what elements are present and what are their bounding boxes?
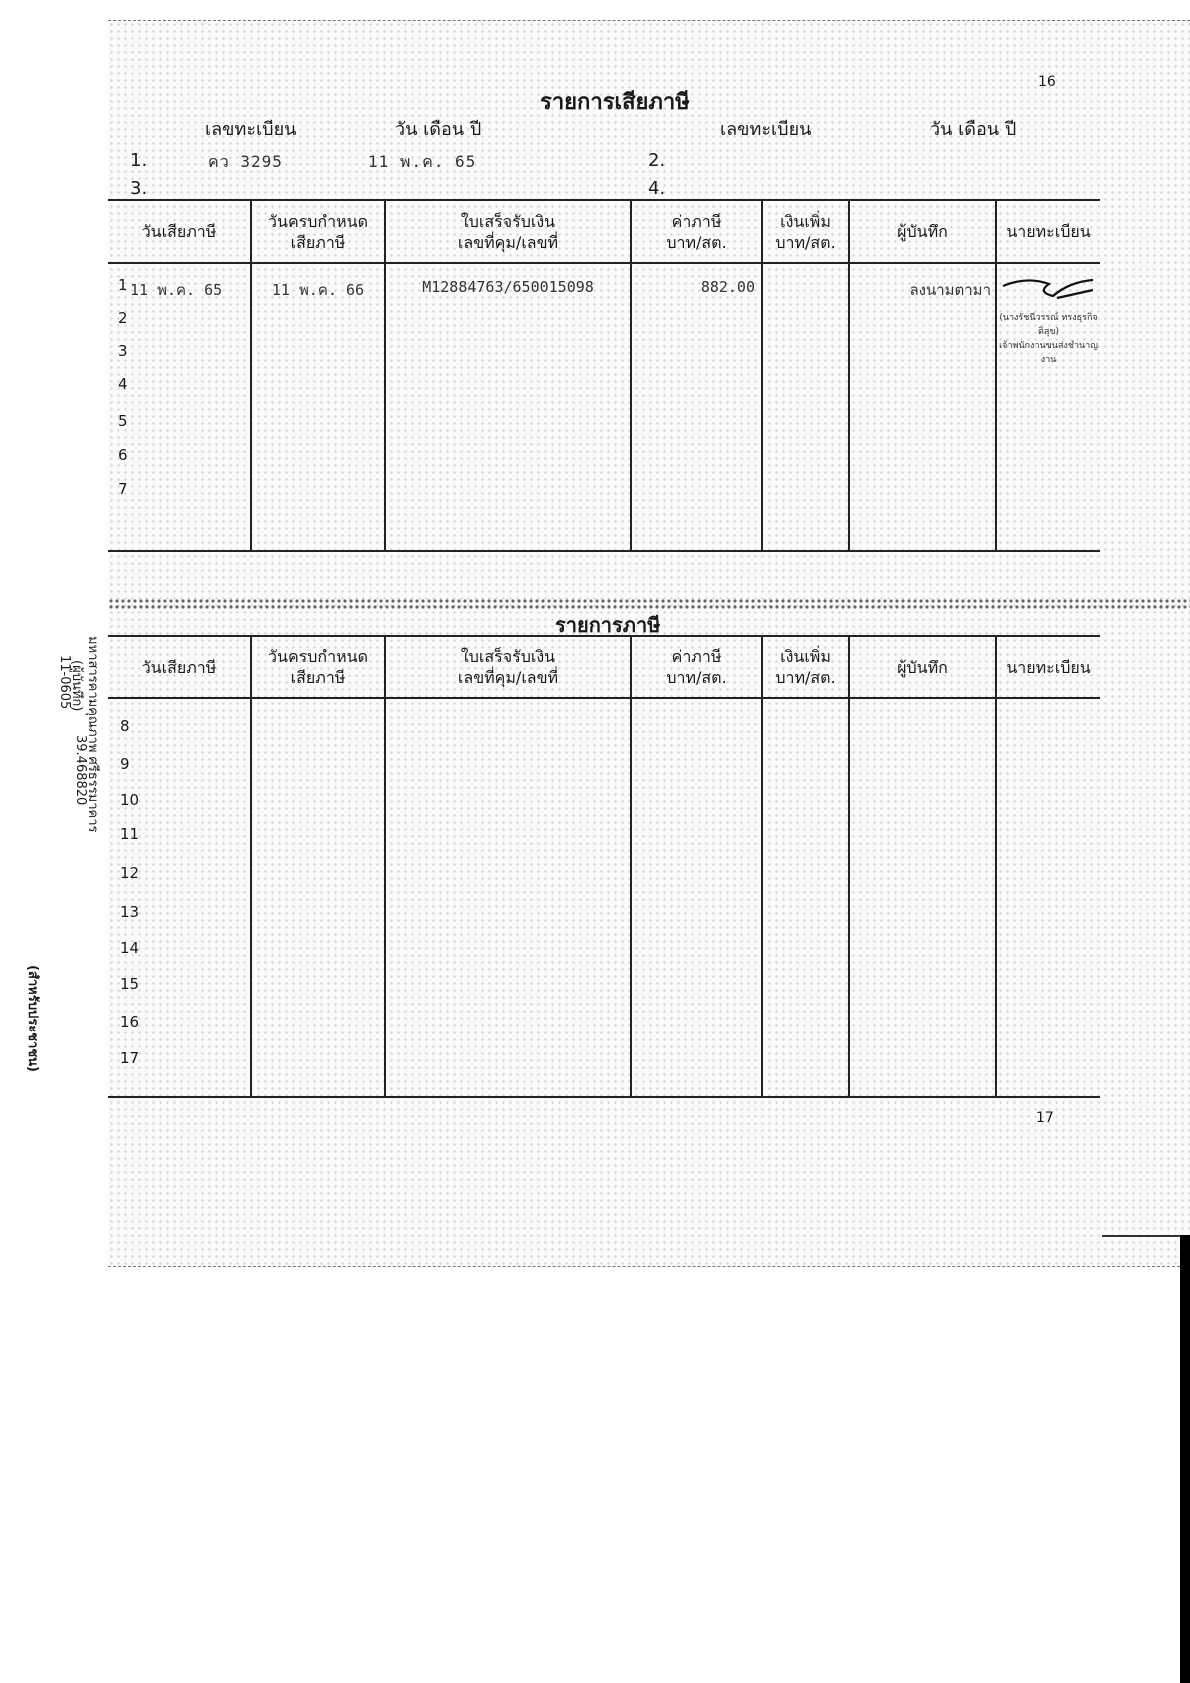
tax-list-table <box>108 635 1100 1098</box>
reg-number-label-right: เลขทะเบียน <box>720 119 812 140</box>
tax-record-title: รายการเสียภาษี <box>540 90 690 115</box>
pay-date-cell: 11 พ.ค. 65 <box>130 281 223 299</box>
entry-num-3: 3. <box>130 178 148 199</box>
surcharge-column <box>762 698 849 1097</box>
recorder-cell: ลงนามตามา <box>909 281 991 299</box>
side-code-text: 11-0605 <box>57 655 72 710</box>
side-recorder-text: (ผู้บันทึก) <box>69 660 84 712</box>
edge-line <box>1102 1235 1190 1237</box>
registrar-name: (นางรัชนีวรรณ์ ทรงธุรกิจติสุข) <box>999 313 1098 337</box>
row-number: 9 <box>120 755 130 773</box>
date-label-left: วัน เดือน ปี <box>395 119 482 140</box>
row-number: 8 <box>120 717 130 735</box>
header-registrar: นายทะเบียน <box>996 200 1100 263</box>
receipt-column <box>385 698 631 1097</box>
entry-num-2: 2. <box>648 150 666 171</box>
entry-date-1: 11 พ.ค. 65 <box>368 152 477 171</box>
row-number: 6 <box>118 446 128 464</box>
pay-date-column <box>108 698 251 1097</box>
row-number: 17 <box>120 1049 140 1067</box>
tax-amount-cell: 882.00 <box>700 278 755 296</box>
surcharge-column <box>762 263 849 551</box>
header-recorder: ผู้บันทึก <box>849 200 996 263</box>
header-tax-amount: ค่าภาษี บาท/สต. <box>631 200 762 263</box>
entry-num-1: 1. <box>130 150 148 171</box>
header-surcharge: เงินเพิ่ม บาท/สต. <box>762 200 849 263</box>
header-tax-amount: ค่าภาษี บาท/สต. <box>631 636 762 698</box>
page-number-bottom: 17 <box>1036 1110 1054 1126</box>
tax-column <box>631 698 762 1097</box>
header-receipt: ใบเสร็จรับเงิน เลขที่คุม/เลขที่ <box>385 200 631 263</box>
reg-number-label-left: เลขทะเบียน <box>205 119 297 140</box>
due-date-column <box>251 263 385 551</box>
row-number: 7 <box>118 480 128 498</box>
header-pay-date: วันเสียภาษี <box>108 200 251 263</box>
pay-date-column <box>108 263 251 551</box>
header-pay-date: วันเสียภาษี <box>108 636 251 698</box>
registrar-position: เจ้าพนักงานขนส่งชำนาญงาน <box>999 341 1098 365</box>
page-number-top: 16 <box>1038 74 1056 90</box>
row-number: 2 <box>118 309 128 327</box>
entry-num-4: 4. <box>648 178 666 199</box>
header-surcharge: เงินเพิ่ม บาท/สต. <box>762 636 849 698</box>
tax-payment-table <box>108 199 1100 552</box>
due-date-column <box>251 698 385 1097</box>
date-label-right: วัน เดือน ปี <box>930 119 1017 140</box>
receipt-cell: M12884763/650015098 <box>422 278 594 296</box>
header-receipt: ใบเสร็จรับเงิน เลขที่คุม/เลขที่ <box>385 636 631 698</box>
header-due-date: วันครบกำหนด เสียภาษี <box>251 200 385 263</box>
row-number: 1 <box>118 276 128 294</box>
row-number: 4 <box>118 375 128 393</box>
side-printer-text: มหาสารคามคุณภาพ ศรีธรรมาคาร <box>85 636 100 833</box>
row-number: 16 <box>120 1013 140 1031</box>
side-serial-text: 39.468820 <box>73 735 88 806</box>
tax-column <box>631 263 762 551</box>
entry-reg-1: คว 3295 <box>208 152 283 171</box>
edge-bar <box>1180 1235 1190 1683</box>
tax-list-title: รายการภาษี <box>555 613 661 637</box>
row-number: 10 <box>120 791 140 809</box>
registrar-column <box>996 698 1100 1097</box>
registrar-signature-icon <box>997 272 1097 308</box>
row-number: 15 <box>120 975 140 993</box>
recorder-column <box>849 263 996 551</box>
row-number: 12 <box>120 864 140 882</box>
row-number: 5 <box>118 412 128 430</box>
side-label-public: (สำหรับประชาชน) <box>25 965 40 1072</box>
header-recorder: ผู้บันทึก <box>849 636 996 698</box>
header-due-date: วันครบกำหนด เสียภาษี <box>251 636 385 698</box>
receipt-column <box>385 263 631 551</box>
due-date-cell: 11 พ.ค. 66 <box>271 281 365 299</box>
row-number: 13 <box>120 903 140 921</box>
row-number: 11 <box>120 825 140 843</box>
row-number: 3 <box>118 342 128 360</box>
registrar-column <box>996 263 1100 551</box>
header-registrar: นายทะเบียน <box>996 636 1100 698</box>
row-number: 14 <box>120 939 140 957</box>
recorder-column <box>849 698 996 1097</box>
